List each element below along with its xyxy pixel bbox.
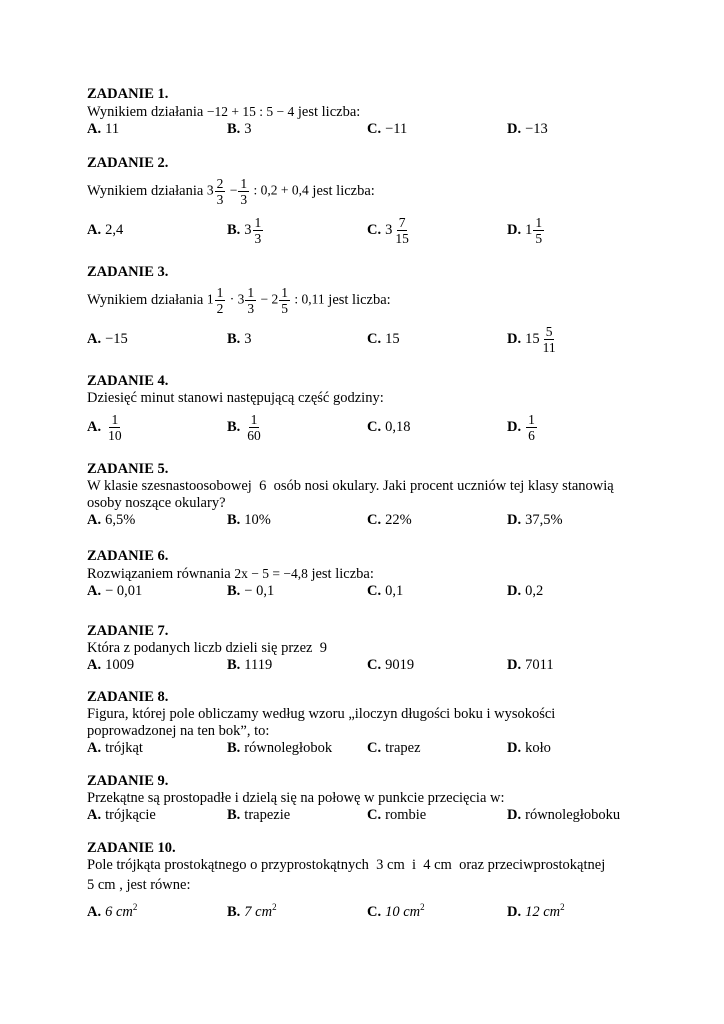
task-question: Rozwiązaniem równania 2x − 5 = −4,8 jest liczba: bbox=[87, 566, 374, 582]
answer-b[interactable]: B. 3 $\frac{1}{3}$ bbox=[227, 214, 262, 246]
task-4 bbox=[87, 373, 647, 447]
task-heading: ZADANIE 3. bbox=[87, 264, 169, 280]
task-question: Figura, której pole obliczamy według wzoru „iloczyn długości boku i wysokości poprowadzonej na ten bok”, to: bbox=[87, 706, 556, 739]
answer-d[interactable]: D. 1 $\frac{1}{5}$ bbox=[507, 214, 543, 246]
answer-c[interactable]: C. −11 bbox=[367, 121, 408, 137]
answer-a[interactable]: A. $\frac{1}{10}$ bbox=[87, 411, 122, 443]
answer-row bbox=[87, 512, 647, 530]
task-heading: ZADANIE 4. bbox=[87, 373, 169, 389]
task-heading: ZADANIE 7. bbox=[87, 623, 169, 639]
task-9 bbox=[87, 773, 647, 825]
answer-c[interactable]: C. 22% bbox=[367, 512, 412, 528]
answer-d[interactable]: D. równoległoboku bbox=[507, 807, 621, 823]
task-1 bbox=[87, 86, 647, 139]
answer-b[interactable]: B. 3 bbox=[227, 330, 252, 347]
answer-b[interactable]: B. 10% bbox=[227, 512, 271, 528]
answer-c[interactable]: C. 0,1 bbox=[367, 583, 404, 599]
answer-c[interactable]: C. trapez bbox=[367, 740, 421, 756]
task-7 bbox=[87, 623, 647, 675]
math-expression: 1 $\frac{1}{2}$ · 3 $\frac{1}{3}$ − 2 $\frac{1}{5}$ : 0,11 bbox=[206, 284, 325, 316]
answer-row bbox=[87, 121, 647, 139]
task-heading: ZADANIE 10. bbox=[87, 840, 176, 856]
task-heading: ZADANIE 9. bbox=[87, 773, 169, 789]
answer-b[interactable]: B. 7 $cm^2$ bbox=[227, 902, 277, 920]
task-question: Pole trójkąta prostokątnego o przyprostokątnych 3 cm i 4 cm oraz przeciwprostokątnej 5 cm , jest równe: bbox=[87, 857, 606, 893]
answer-a[interactable]: A. trójkąt bbox=[87, 740, 143, 756]
task-heading: ZADANIE 1. bbox=[87, 86, 169, 102]
task-heading: ZADANIE 6. bbox=[87, 548, 169, 564]
task-question: Przekątne są prostopadłe i dzielą się na połowę w punkcie przecięcia w: bbox=[87, 790, 505, 806]
answer-d[interactable]: D. 12 $cm^2$ bbox=[507, 902, 565, 920]
answer-row bbox=[87, 407, 647, 447]
answer-b[interactable]: B. trapezie bbox=[227, 807, 291, 823]
answer-row bbox=[87, 899, 647, 920]
answer-d[interactable]: D. koło bbox=[507, 740, 551, 756]
answer-row bbox=[87, 657, 647, 675]
task-2 bbox=[87, 155, 647, 250]
answer-a[interactable]: A. 6,5% bbox=[87, 512, 136, 528]
answer-b[interactable]: B. $\frac{1}{60}$ bbox=[227, 411, 261, 443]
answer-a[interactable]: A. 2,4 bbox=[87, 221, 124, 238]
answer-row bbox=[87, 740, 647, 758]
task-8 bbox=[87, 689, 647, 758]
answer-d[interactable]: D. 15 $\frac{5}{11}$ bbox=[507, 323, 556, 355]
answer-b[interactable]: B. 1119 bbox=[227, 657, 273, 673]
answer-d[interactable]: D. 7011 bbox=[507, 657, 554, 673]
task-3 bbox=[87, 264, 647, 359]
answer-b[interactable]: B. równoległobok bbox=[227, 740, 333, 756]
answer-a[interactable]: A. 6 $cm^2$ bbox=[87, 902, 138, 920]
task-question: Wynikiem działania 1 $\frac{1}{2}$ · 3 $\frac{1}{3}$ − 2 $\frac{1}{5}$ : 0,11 jest liczba: bbox=[87, 284, 391, 316]
answer-a[interactable]: A. 11 bbox=[87, 121, 120, 137]
answer-c[interactable]: C. rombie bbox=[367, 807, 427, 823]
answer-d[interactable]: D. −13 bbox=[507, 121, 548, 137]
task-heading: ZADANIE 5. bbox=[87, 461, 169, 477]
answer-a[interactable]: A. −15 bbox=[87, 330, 128, 347]
math-expression: −12 + 15 : 5 − 4 bbox=[206, 104, 295, 119]
answer-row bbox=[87, 210, 647, 250]
answer-d[interactable]: D. $\frac{1}{6}$ bbox=[507, 411, 535, 443]
task-6 bbox=[87, 548, 647, 601]
task-question: Wynikiem działania 3 $\frac{2}{3}$ − $\frac{1}{3}$ : 0,2 + 0,4 jest liczba: bbox=[87, 175, 375, 207]
answer-c[interactable]: C. 15 bbox=[367, 330, 400, 347]
task-question: Dziesięć minut stanowi następującą część godziny: bbox=[87, 390, 384, 406]
task-10 bbox=[87, 840, 647, 920]
answer-c[interactable]: C. 9019 bbox=[367, 657, 415, 673]
answer-b[interactable]: B. 3 bbox=[227, 121, 252, 137]
answer-b[interactable]: B. − 0,1 bbox=[227, 583, 275, 599]
math-expression: 2x − 5 = −4,8 bbox=[234, 566, 308, 581]
math-expression: 3 $\frac{2}{3}$ − $\frac{1}{3}$ : 0,2 + 0,4 bbox=[206, 175, 309, 207]
task-heading: ZADANIE 2. bbox=[87, 155, 169, 171]
answer-row bbox=[87, 319, 647, 359]
answer-c[interactable]: C. 3 $\frac{7}{15}$ bbox=[367, 214, 409, 246]
task-question: Która z podanych liczb dzieli się przez 9 bbox=[87, 640, 327, 656]
task-heading: ZADANIE 8. bbox=[87, 689, 169, 705]
answer-a[interactable]: A. trójkącie bbox=[87, 807, 156, 823]
answer-row bbox=[87, 807, 647, 825]
answer-row bbox=[87, 583, 647, 601]
answer-d[interactable]: D. 0,2 bbox=[507, 583, 544, 599]
answer-a[interactable]: A. 1009 bbox=[87, 657, 135, 673]
answer-a[interactable]: A. − 0,01 bbox=[87, 583, 143, 599]
task-question: W klasie szesnastoosobowej 6 osób nosi okulary. Jaki procent uczniów tej klasy stanowią osoby noszące okulary? bbox=[87, 478, 614, 511]
answer-c[interactable]: C. 0,18 bbox=[367, 418, 411, 435]
answer-d[interactable]: D. 37,5% bbox=[507, 512, 563, 528]
task-5 bbox=[87, 461, 647, 530]
task-question: Wynikiem działania −12 + 15 : 5 − 4 jest liczba: bbox=[87, 104, 361, 120]
answer-c[interactable]: C. 10 $cm^2$ bbox=[367, 902, 425, 920]
